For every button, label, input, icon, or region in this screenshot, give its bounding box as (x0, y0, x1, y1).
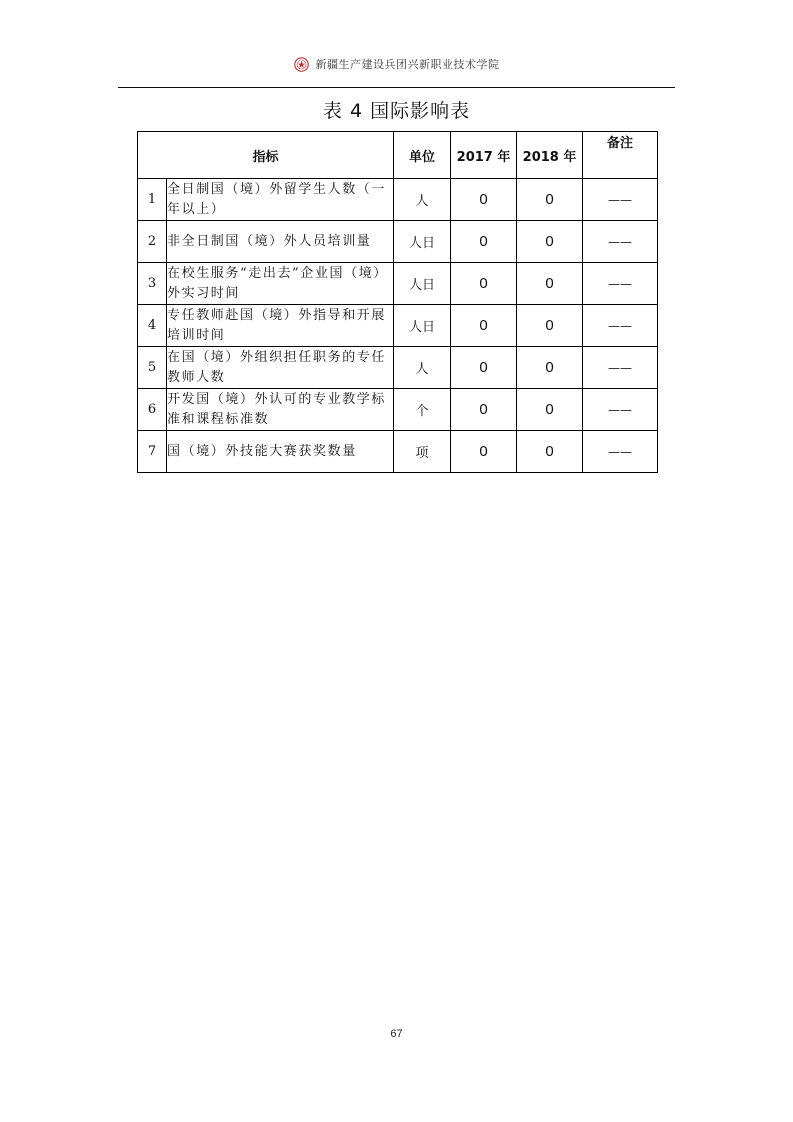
header-indicator: 指标 (138, 132, 394, 179)
row-seq: 4 (138, 305, 167, 347)
row-seq: 3 (138, 263, 167, 305)
row-note: —— (583, 431, 658, 473)
row-2018-value: 0 (517, 431, 583, 473)
row-2017-value: 0 (451, 389, 517, 431)
international-influence-table (137, 131, 658, 473)
row-2017-value: 0 (451, 263, 517, 305)
row-note: —— (583, 347, 658, 389)
row-2017-value: 0 (451, 179, 517, 221)
college-logo-icon (294, 57, 309, 72)
table-row (138, 221, 658, 263)
row-indicator: 非全日制国（境）外人员培训量 (167, 221, 394, 263)
row-indicator: 专任教师赴国（境）外指导和开展培训时间 (167, 305, 394, 347)
row-indicator: 开发国（境）外认可的专业教学标准和课程标准数 (167, 389, 394, 431)
table-row (138, 179, 658, 221)
row-2017-value: 0 (451, 221, 517, 263)
row-note: —— (583, 179, 658, 221)
header-2018: 2018 年 (517, 132, 583, 179)
row-2018-value: 0 (517, 389, 583, 431)
row-indicator: 全日制国（境）外留学生人数（一年以上） (167, 179, 394, 221)
row-unit: 人 (394, 179, 451, 221)
row-indicator: 国（境）外技能大赛获奖数量 (167, 431, 394, 473)
header-2017: 2017 年 (451, 132, 517, 179)
row-2018-value: 0 (517, 305, 583, 347)
row-2017-value: 0 (451, 305, 517, 347)
row-seq: 5 (138, 347, 167, 389)
table-title: 表 4 国际影响表 (322, 100, 471, 122)
row-seq: 7 (138, 431, 167, 473)
row-unit: 人日 (394, 263, 451, 305)
row-2018-value: 0 (517, 263, 583, 305)
header-unit: 单位 (394, 132, 451, 179)
row-note: —— (583, 263, 658, 305)
row-2018-value: 0 (517, 179, 583, 221)
table-header-row (138, 132, 658, 179)
row-seq: 1 (138, 179, 167, 221)
row-indicator: 在国（境）外组织担任职务的专任教师人数 (167, 347, 394, 389)
row-indicator: 在校生服务“走出去”企业国（境）外实习时间 (167, 263, 394, 305)
row-2018-value: 0 (517, 221, 583, 263)
row-seq: 2 (138, 221, 167, 263)
row-2017-value: 0 (451, 347, 517, 389)
table-row (138, 305, 658, 347)
row-unit: 人日 (394, 221, 451, 263)
row-unit: 人 (394, 347, 451, 389)
row-note: —— (583, 305, 658, 347)
row-unit: 项 (394, 431, 451, 473)
row-2018-value: 0 (517, 347, 583, 389)
page-header (0, 54, 793, 74)
row-note: —— (583, 221, 658, 263)
row-unit: 人日 (394, 305, 451, 347)
table-row (138, 389, 658, 431)
table-row (138, 347, 658, 389)
table-row (138, 263, 658, 305)
row-unit: 个 (394, 389, 451, 431)
table-row (138, 431, 658, 473)
page-number: 67 (390, 1028, 403, 1040)
row-seq: 6 (138, 389, 167, 431)
header-note: 备注 (583, 132, 658, 179)
header-divider (118, 87, 675, 88)
row-note: —— (583, 389, 658, 431)
row-2017-value: 0 (451, 431, 517, 473)
institution-name: 新疆生产建设兵团兴新职业技术学院 (315, 58, 500, 71)
